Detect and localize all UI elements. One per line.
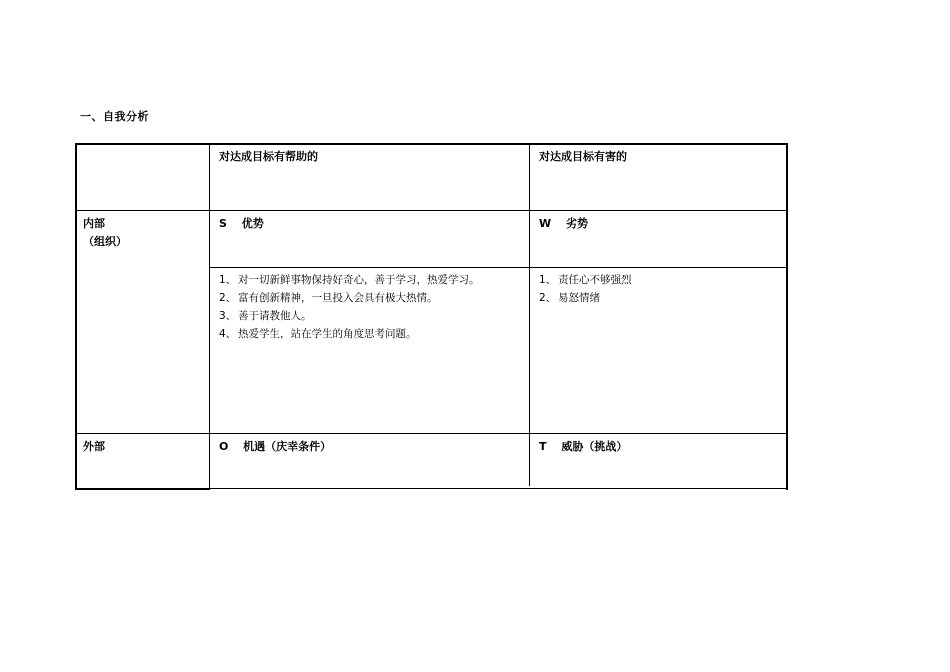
table-border-bottom [209, 488, 788, 489]
list-item: 2、 易怒情绪 [539, 292, 600, 304]
opportunities-title: O 机遇（庆幸条件） [219, 440, 332, 453]
list-item: 4、 热爱学生，站在学生的角度思考问题。 [219, 328, 417, 340]
row-divider [209, 267, 787, 268]
weaknesses-list [539, 271, 632, 307]
list-item: 2、 富有创新精神，一旦投入会具有极大热情。 [219, 292, 438, 304]
header-helpful: 对达成目标有帮助的 [219, 150, 318, 163]
swot-table [75, 143, 788, 490]
row-divider [75, 433, 788, 434]
threats-title: T 威胁（挑战） [539, 440, 628, 453]
row-label-external: 外部 [83, 440, 105, 453]
column-divider [209, 143, 210, 490]
list-item: 1、 对一切新鲜事物保持好奇心，善于学习，热爱学习。 [219, 274, 480, 286]
header-harmful: 对达成目标有害的 [539, 150, 627, 163]
strengths-title: S 优势 [219, 217, 264, 230]
strengths-list [219, 271, 480, 343]
section-heading: 一、自我分析 [80, 110, 149, 123]
weaknesses-title: W 劣势 [539, 217, 588, 230]
table-border-top [75, 143, 788, 145]
table-border-bottom [75, 488, 209, 490]
column-divider [529, 143, 530, 486]
list-item: 1、 责任心不够强烈 [539, 274, 632, 286]
list-item: 3、 善于请教他人。 [219, 310, 312, 322]
table-border-left [75, 143, 77, 490]
row-label-internal: 内部 （组织） [83, 217, 127, 248]
row-divider [75, 210, 788, 211]
table-border-right [786, 143, 788, 490]
